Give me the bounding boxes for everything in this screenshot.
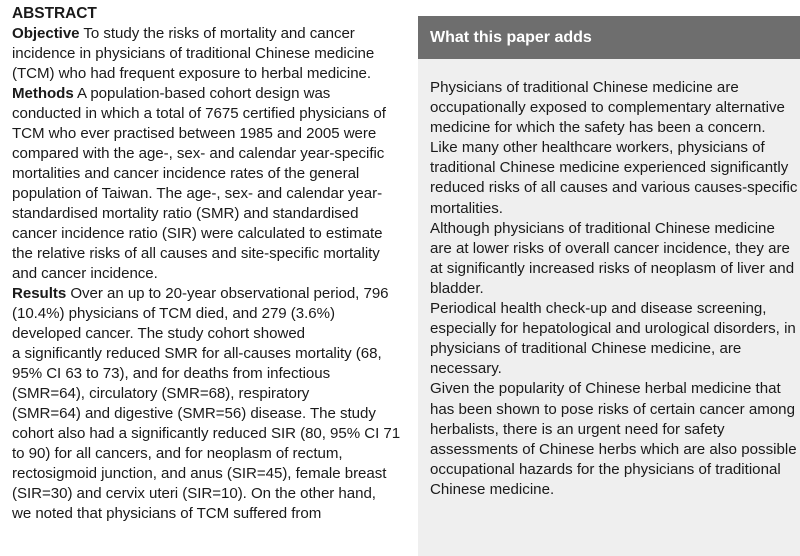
abstract-line: conducted in which a total of 7675 certified physicians of xyxy=(12,105,386,122)
abstract-line xyxy=(12,284,402,304)
abstract-line: compared with the age-, sex- and calendar year-specific xyxy=(12,145,385,162)
key-point: Physicians of traditional Chinese medicine are occupationally exposed to complementary alternative medicine for which the safety has been a concern. xyxy=(430,79,785,137)
key-point: Periodical health check-up and disease screening, especially for hepatological and urological disorders, in physicians of traditional Chinese medicine, are necessary. xyxy=(430,300,796,378)
abstract-line: to 90) for all cancers, and for neoplasm of rectum, xyxy=(12,445,343,462)
abstract-line xyxy=(12,84,402,104)
box-body xyxy=(430,78,798,500)
what-this-paper-adds-box xyxy=(418,16,800,556)
abstract-line: standardised mortality ratio (SMR) and standardised xyxy=(12,205,359,222)
abstract-line: mortalities and cancer incidence rates of the general xyxy=(12,165,360,182)
abstract-line: cohort also had a significantly reduced SIR (80, 95% CI 71 xyxy=(12,425,401,442)
key-point: Although physicians of traditional Chinese medicine are at lower risks of overall cancer incidence, they are at significantly increased risks of neoplasm of liver and bladder. xyxy=(430,219,795,297)
abstract-line: and cancer incidence. xyxy=(12,265,158,282)
abstract-line: rectosigmoid junction, and anus (SIR=45), female breast xyxy=(12,465,387,482)
abstract-line: (TCM) who had frequent exposure to herbal medicine. xyxy=(12,65,372,82)
abstract-line: population of Taiwan. The age-, sex- and calendar year- xyxy=(12,185,383,202)
abstract-line: the relative risks of all causes and site-specific mortality xyxy=(12,245,380,262)
objective-text: To study the risks of mortality and cancer xyxy=(79,25,355,42)
results-text: Over an up to 20-year observational period, 796 xyxy=(66,285,389,302)
abstract-section xyxy=(12,4,402,524)
abstract-line: (SMR=64), circulatory (SMR=68), respiratory xyxy=(12,385,310,402)
abstract-line: cancer incidence ratio (SIR) were calculated to estimate xyxy=(12,225,383,242)
key-point: Like many other healthcare workers, physicians of traditional Chinese medicine experienced significantly reduced risks of all causes and various causes-specific mortalities. xyxy=(430,139,798,217)
abstract-line: (SIR=30) and cervix uteri (SIR=10). On the other hand, xyxy=(12,485,376,502)
abstract-line: incidence in physicians of traditional Chinese medicine xyxy=(12,45,375,62)
results-label: Results xyxy=(12,285,67,302)
abstract-line: a significantly reduced SMR for all-causes mortality (68, xyxy=(12,345,382,362)
box-title: What this paper adds xyxy=(418,16,800,59)
objective-label: Objective xyxy=(12,25,80,42)
abstract-line xyxy=(12,24,402,44)
abstract-line: (10.4%) physicians of TCM died, and 279 (3.6%) xyxy=(12,305,335,322)
abstract-heading: ABSTRACT xyxy=(12,5,97,22)
key-point: Given the popularity of Chinese herbal medicine that has been shown to pose risks of certain cancer among herbalists, there is an urgent need for safety assessments of Chinese herbs which are also possible occupational hazards for the physicians of traditional Chinese medicine. xyxy=(430,380,797,498)
abstract-line: 95% CI 63 to 73), and for deaths from infectious xyxy=(12,365,331,382)
abstract-line: developed cancer. The study cohort showed xyxy=(12,325,306,342)
abstract-line: (SMR=64) and digestive (SMR=56) disease. The study xyxy=(12,405,376,422)
abstract-line: we noted that physicians of TCM suffered from xyxy=(12,505,322,522)
methods-label: Methods xyxy=(12,85,74,102)
methods-text: A population-based cohort design was xyxy=(73,85,331,102)
abstract-line: TCM who ever practised between 1985 and 2005 were xyxy=(12,125,377,142)
